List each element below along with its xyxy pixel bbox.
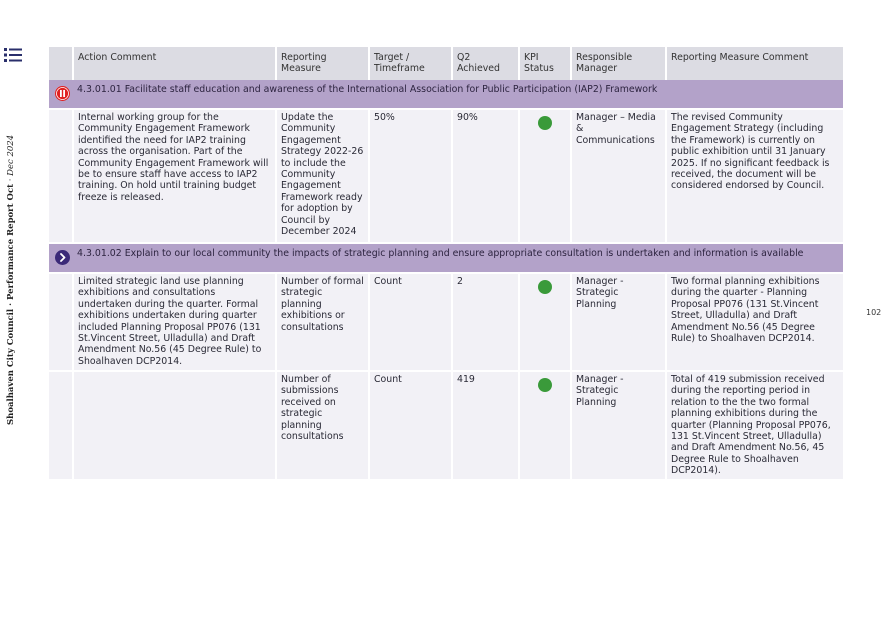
kpi-status <box>519 371 571 479</box>
action-comment: Limited strategic land use planning exhibitions and consultations undertaken during the quarter. Formal exhibitions undertaken during quarter included Planning Proposal PP076 (131 St.Vincent Street, Ulladulla) and Draft Amendment No.56 (45 Degree Rule) to Shoalhaven DCP2014. <box>73 273 276 371</box>
pause-icon <box>55 86 70 101</box>
sidebar-title: Shoalhaven City Council · Performance Report Oct · Dec 2024 <box>6 134 16 425</box>
reporting-measure: Number of formal strategic planning exhibitions or consultations <box>276 273 369 371</box>
action-row <box>49 80 844 109</box>
header-action-comment: Action Comment <box>73 47 276 80</box>
measure-comment: The revised Community Engagement Strategy (including the Framework) is currently on public exhibition until 31 January 2025. If no significant feedback is received, the document will be considered endorsed by Council. <box>666 109 844 243</box>
header-responsible-manager: Responsible Manager <box>571 47 666 80</box>
action-title: 4.3.01.01 Facilitate staff education and awareness of the International Association for Public Participation (IAP2) Framework <box>77 84 658 95</box>
table-row <box>49 273 844 371</box>
q2-achieved: 2 <box>452 273 519 371</box>
page-number: 102 <box>866 308 882 317</box>
header-target: Target / Timeframe <box>369 47 452 80</box>
kpi-status <box>519 109 571 243</box>
kpi-status-green-icon <box>538 378 552 392</box>
target-timeframe: Count <box>369 273 452 371</box>
header-kpi-status: KPI Status <box>519 47 571 80</box>
table-row <box>49 109 844 243</box>
kpi-status <box>519 273 571 371</box>
target-timeframe: Count <box>369 371 452 479</box>
reporting-measure: Update the Community Engagement Strategy 2022-26 to include the Community Engagement Framework ready for adoption by Council by December 2024 <box>276 109 369 243</box>
responsible-manager: Manager – Media & Communications <box>571 109 666 243</box>
responsible-manager: Manager - Strategic Planning <box>571 273 666 371</box>
action-comment: Internal working group for the Community Engagement Framework identified the need for IAP2 training across the organisation. Part of the Community Engagement Framework will be to ensure staff have access to IAP2 training. On hold until training budget freeze is released. <box>73 109 276 243</box>
row-spacer <box>49 109 73 243</box>
action-title-cell <box>49 80 844 109</box>
row-spacer <box>49 273 73 371</box>
action-row <box>49 243 844 273</box>
action-title-cell <box>49 243 844 273</box>
responsible-manager: Manager - Strategic Planning <box>571 371 666 479</box>
reporting-measure: Number of submissions received on strategic planning consultations <box>276 371 369 479</box>
chevron-right-icon <box>55 250 70 265</box>
kpi-table <box>49 47 845 479</box>
measure-comment: Total of 419 submission received during the reporting period in relation to the the two formal planning exhibitions during the quarter (Planning Proposal PP076, 131 St.Vincent Street, Ulladulla) and Draft Amendment No.56, 45 Degree Rule to Shoalhaven DCP2014). <box>666 371 844 479</box>
target-timeframe: 50% <box>369 109 452 243</box>
table-row <box>49 371 844 479</box>
q2-achieved: 90% <box>452 109 519 243</box>
header-measure-comment: Reporting Measure Comment <box>666 47 844 80</box>
header-reporting-measure: Reporting Measure <box>276 47 369 80</box>
header-q2-achieved: Q2 Achieved <box>452 47 519 80</box>
action-title: 4.3.01.02 Explain to our local community the impacts of strategic planning and ensure appropriate consultation is undertaken and information is available <box>77 248 804 259</box>
kpi-status-green-icon <box>538 116 552 130</box>
action-comment <box>73 371 276 479</box>
header-spacer <box>49 47 73 80</box>
row-spacer <box>49 371 73 479</box>
kpi-status-green-icon <box>538 280 552 294</box>
table-header-row <box>49 47 844 80</box>
q2-achieved: 419 <box>452 371 519 479</box>
menu-list-icon[interactable] <box>4 47 22 63</box>
measure-comment: Two formal planning exhibitions during the quarter - Planning Proposal PP076 (131 St.Vincent Street, Ulladulla) and Draft Amendment No.56 (45 Degree Rule) to Shoalhaven DCP2014. <box>666 273 844 371</box>
